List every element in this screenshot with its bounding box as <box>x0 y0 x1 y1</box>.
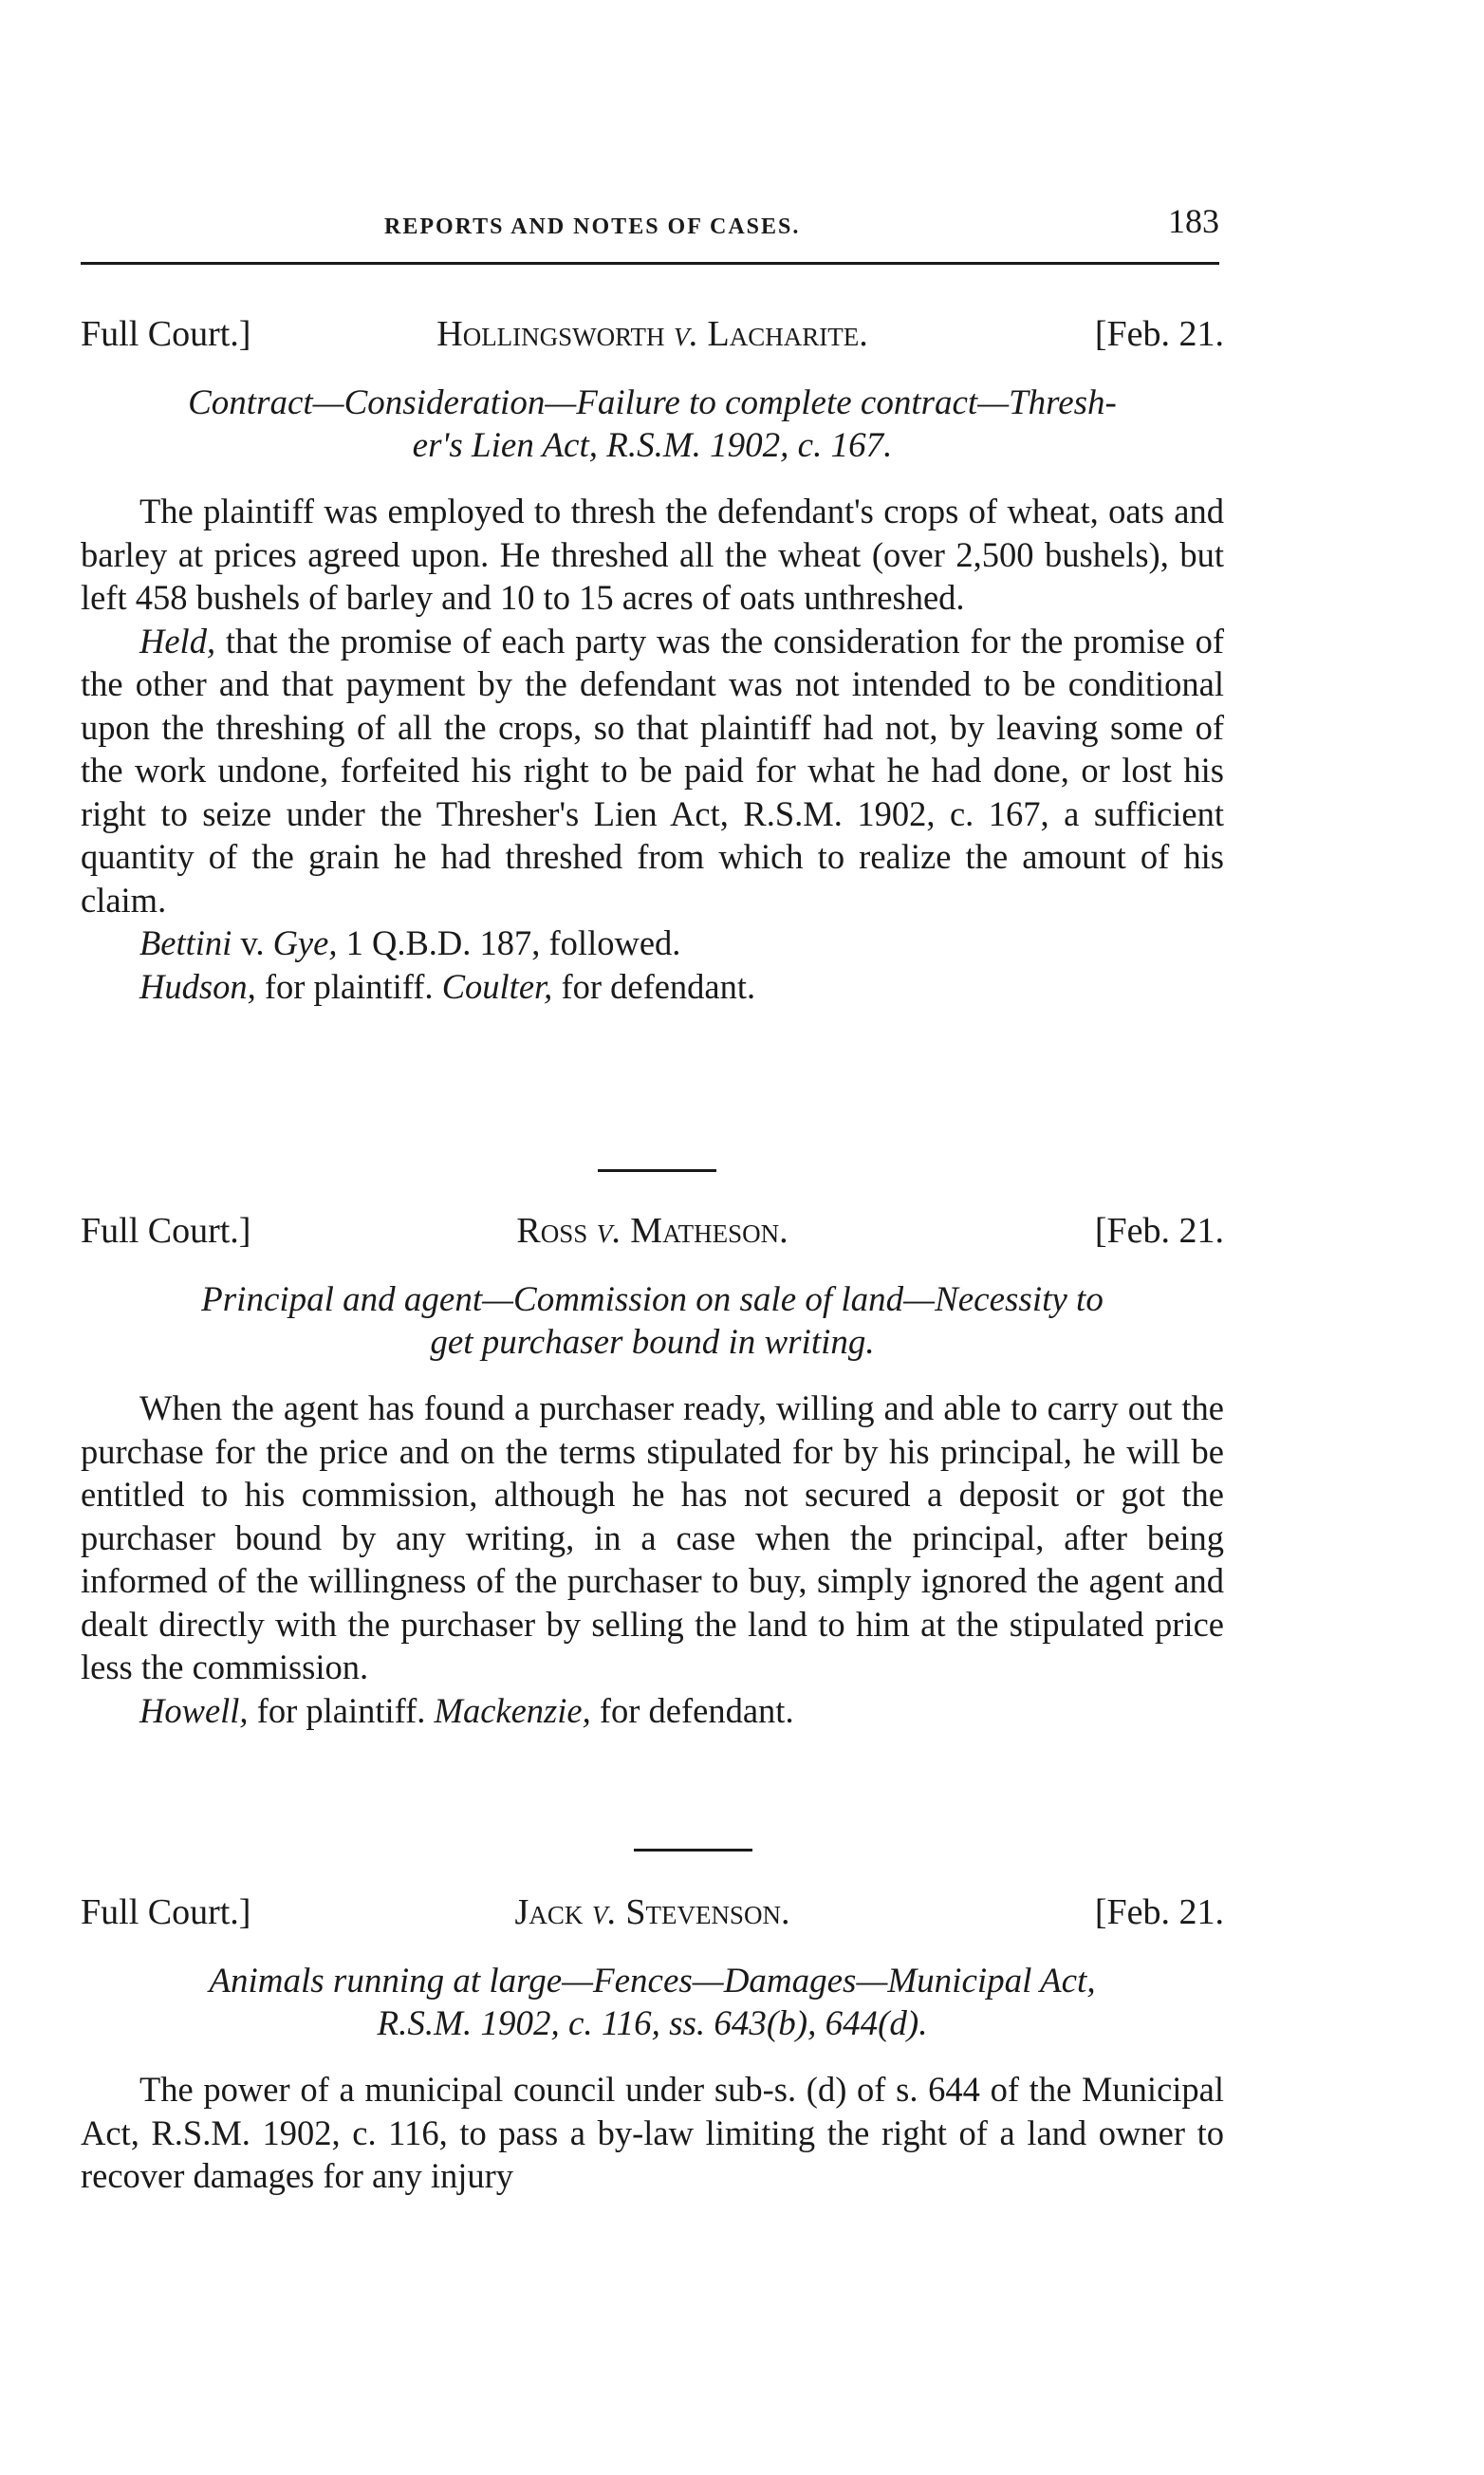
case-holding-paragraph: When the agent has found a purchaser ready, willing and able to carry out the purchase for the price and on the terms stipulated for by his principal, he will be entitled to his commission, although he has not secured a deposit or got the purchaser bound by any writing, in a case when the principal, after being informed of the willingness of the purchaser to buy, simply ignored the agent and dealt directly with the purchaser by selling the land to him at the stipulated price less the commission. <box>81 1388 1224 1686</box>
case-heading <box>81 1210 1224 1265</box>
court-label: Full Court.] <box>81 314 251 354</box>
case-date: [Feb. 21. <box>1094 314 1224 354</box>
case-name: Ross v. Matheson. <box>516 1211 788 1251</box>
case-holding-paragraph: Held, that the promise of each party was the consideration for the promise of the other and that payment by the defendant was not intended to be conditional upon the threshing of all the crops, so that plaintiff had not, by leaving some of the work undone, forfeited his right to be paid for what he had done, or lost his right to seize under the Thresher's Lien Act, R.S.M. 1902, c. 167, a sufficient quantity of the grain he had threshed from which to realize the amount of his claim. <box>81 621 1224 920</box>
case-jack <box>81 1891 1224 2198</box>
case-counsel: Hudson, for plaintiff. Coulter, for defendant. <box>139 966 756 1006</box>
running-head <box>81 201 1219 258</box>
header-rule <box>81 262 1219 265</box>
case-counsel: Howell, for plaintiff. Mackenzie, for defendant. <box>139 1690 794 1730</box>
section-divider <box>634 1849 752 1852</box>
case-date: [Feb. 21. <box>1094 1892 1224 1932</box>
case-name: Jack v. Stevenson. <box>514 1892 790 1932</box>
case-date: [Feb. 21. <box>1094 1211 1224 1251</box>
case-headnote: Contract—Consideration—Failure to complete contract—Thresh- er's Lien Act, R.S.M. 1902, c. 167. <box>188 383 1117 465</box>
court-label: Full Court.] <box>81 1892 251 1932</box>
case-heading <box>81 313 1224 368</box>
case-hollingsworth <box>81 313 1224 1008</box>
case-name: Hollingsworth v. Lacharite. <box>436 314 868 354</box>
case-headnote: Animals running at large—Fences—Damages—Municipal Act, R.S.M. 1902, c. 116, ss. 643(b), 644(d). <box>209 1962 1096 2043</box>
case-ross <box>81 1210 1224 1732</box>
page-number: 183 <box>1168 202 1219 240</box>
case-citation: Bettini v. Gye, 1 Q.B.D. 187, followed. <box>139 923 681 962</box>
court-label: Full Court.] <box>81 1211 251 1251</box>
running-head-title: REPORTS AND NOTES OF CASES. <box>384 214 801 239</box>
case-heading <box>81 1891 1224 1946</box>
case-facts-paragraph: The plaintiff was employed to thresh the defendant's crops of wheat, oats and barley at prices agreed upon. He threshed all the wheat (over 2,500 bushels), but left 458 bushels of barley and 10 to 15 acres of oats unthreshed. <box>81 492 1224 617</box>
case-headnote: Principal and agent—Commission on sale of land—Necessity to get purchaser bound in writing. <box>201 1280 1104 1362</box>
section-divider <box>598 1169 716 1172</box>
case-holding-paragraph: The power of a municipal council under sub-s. (d) of s. 644 of the Municipal Act, R.S.M. 1902, c. 116, to pass a by-law limiting the right of a land owner to recover damages for any injury <box>81 2070 1224 2195</box>
